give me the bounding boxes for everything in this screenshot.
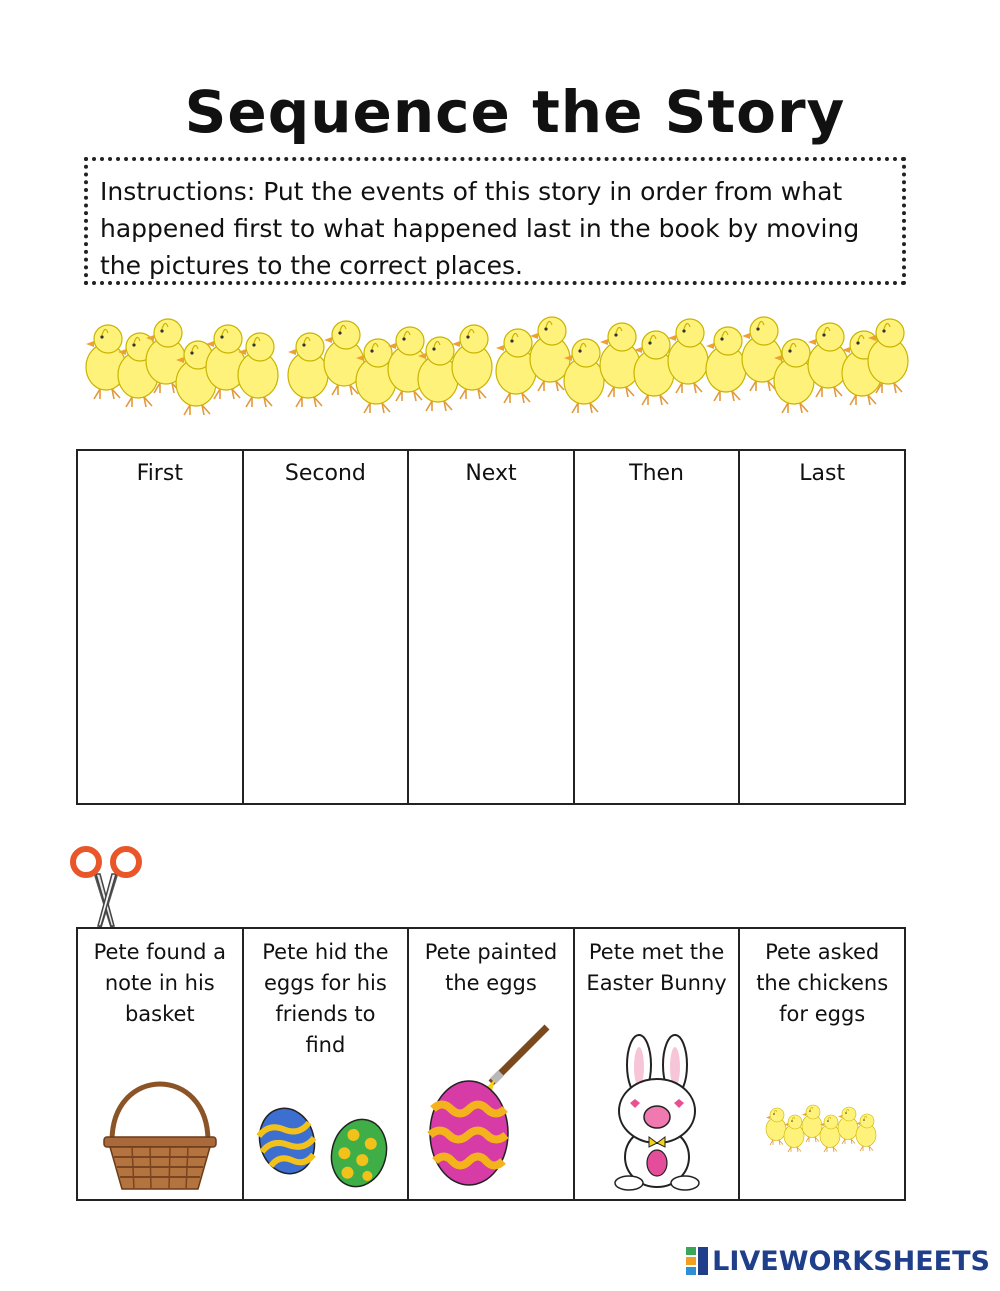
drop-zone-first[interactable] bbox=[77, 450, 243, 804]
page-title: Sequence the Story bbox=[184, 78, 846, 146]
card-asked-chickens[interactable] bbox=[739, 928, 905, 1200]
drop-zone-next[interactable] bbox=[408, 450, 574, 804]
liveworksheets-logo-icon bbox=[686, 1247, 708, 1275]
drop-zone-second[interactable] bbox=[243, 450, 409, 804]
header-then: Then bbox=[629, 461, 685, 486]
instructions-box: Instructions: Put the events of this story in order from what happened first to what happened last in the book by moving the pictures to the correct places. bbox=[84, 157, 906, 285]
chicks-banner bbox=[76, 295, 910, 435]
drop-zone-last[interactable] bbox=[739, 450, 905, 804]
card-text: Pete asked the chickens for eggs bbox=[756, 940, 889, 1026]
card-text: Pete met the Easter Bunny bbox=[586, 940, 727, 995]
easter-eggs-icon bbox=[255, 1101, 395, 1193]
sequence-table bbox=[76, 449, 906, 805]
header-first: First bbox=[136, 461, 183, 486]
drop-zone-then[interactable] bbox=[574, 450, 740, 804]
brand-name: LIVEWORKSHEETS bbox=[712, 1245, 990, 1277]
card-basket[interactable] bbox=[77, 928, 243, 1200]
card-painted-eggs[interactable] bbox=[408, 928, 574, 1200]
chicks-icon bbox=[762, 1079, 882, 1159]
header-last: Last bbox=[799, 461, 846, 486]
bunny-icon bbox=[597, 1033, 717, 1193]
card-hid-eggs[interactable] bbox=[243, 928, 409, 1200]
card-met-bunny[interactable] bbox=[574, 928, 740, 1200]
header-second: Second bbox=[284, 461, 366, 486]
brand-logo bbox=[686, 1245, 990, 1277]
basket-icon bbox=[100, 1073, 220, 1193]
card-text: Pete hid the eggs for his friends to find bbox=[262, 940, 389, 1057]
scissors-icon bbox=[64, 842, 148, 930]
header-next: Next bbox=[465, 461, 517, 486]
painted-egg-brush-icon bbox=[421, 1013, 561, 1193]
card-text: Pete found a note in his basket bbox=[93, 940, 226, 1026]
card-text: Pete painted the eggs bbox=[424, 940, 558, 995]
picture-cards bbox=[76, 927, 906, 1201]
